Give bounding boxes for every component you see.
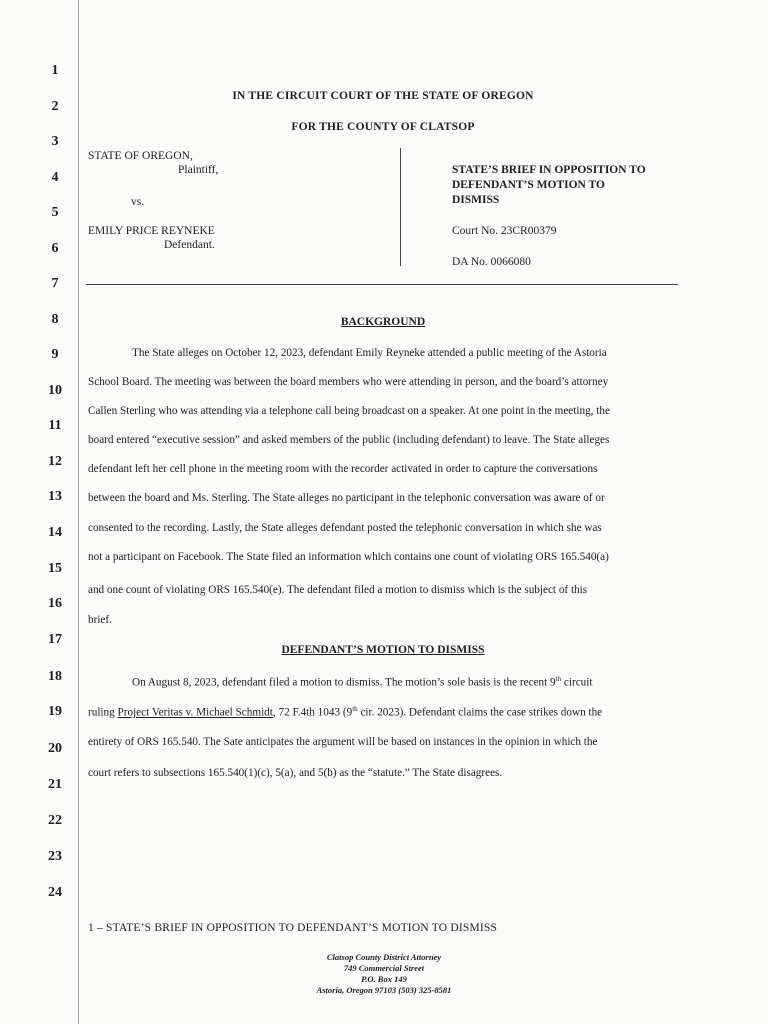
line-number: 6 [51,241,59,256]
body-line: board entered “executive session” and asked members of the public (including defendant) to leave. The State alleges [88,434,610,446]
line-number: 13 [48,489,62,504]
defendant-role: Defendant. [164,239,215,251]
body-line: defendant left her cell phone in the meeting room with the recorder activated in order to capture the conversations [88,463,598,475]
body-line: On August 8, 2023, defendant filed a motion to dismiss. The motion’s sole basis is the recent 9th circuit [132,675,593,689]
body-line: consented to the recording. Lastly, the State alleges defendant posted the telephonic conversation in which she was [88,522,602,534]
document-title-line: DISMISS [452,194,500,206]
versus-label: vs. [131,196,145,208]
body-line: ruling Project Veritas v. Michael Schmidt, 72 F.4th 1043 (9th cir. 2023). Defendant claims the case strikes down the [88,705,603,719]
line-number: 23 [48,849,62,864]
office-city: Astoria, Oregon 97103 (503) 325-8581 [316,985,452,995]
line-number: 21 [48,777,62,792]
document-title-line: STATE’S BRIEF IN OPPOSITION TO [452,164,646,176]
office-pobox: P.O. Box 149 [361,974,407,984]
body-line: The State alleges on October 12, 2023, defendant Emily Reyneke attended a public meeting of the Astoria [132,347,607,359]
line-number: 17 [48,632,62,647]
line-number: 11 [48,418,62,433]
caption-divider [400,148,401,266]
line-number: 9 [51,347,59,362]
line-number: 14 [48,525,62,540]
case-citation: Project Veritas v. Michael Schmidt [117,706,273,719]
caption-rule [86,284,678,285]
line-number: 22 [48,813,62,828]
line-number: 8 [51,312,59,327]
line-number: 5 [51,205,59,220]
da-number: DA No. 0066080 [452,256,531,268]
left-margin-rule [78,0,79,1024]
body-line: entirety of ORS 165.540. The Sate anticipates the argument will be based on instances in the opinion in which the [88,736,598,748]
body-line: brief. [88,614,112,626]
body-line: not a participant on Facebook. The State filed an information which contains one count of violating ORS 165.540(a) [88,551,609,563]
line-number: 20 [48,741,62,756]
office-street: 749 Commercial Street [343,963,425,973]
defendant-name: EMILY PRICE REYNEKE [88,225,215,237]
line-number: 19 [48,704,62,719]
line-number: 16 [48,596,62,611]
line-number: 12 [48,454,62,469]
court-county: FOR THE COUNTY OF CLATSOP [291,121,475,133]
line-number: 24 [48,885,62,900]
line-number: 4 [51,170,59,185]
plaintiff-role: Plaintiff, [178,164,219,176]
line-number: 3 [51,134,59,149]
body-line: and one count of violating ORS 165.540(e). The defendant filed a motion to dismiss which is the subject of this [88,584,588,596]
body-line: School Board. The meeting was between the board members who were attending in person, and the board’s attorney [88,376,609,388]
court-number: Court No. 23CR00379 [452,225,557,237]
line-number: 18 [48,669,62,684]
body-line: Callen Sterling who was attending via a telephone call being broadcast on a speaker. At one point in the meeting, the [88,405,610,417]
plaintiff-name: STATE OF OREGON, [88,150,193,162]
motion-heading: DEFENDANT’S MOTION TO DISMISS [281,644,485,656]
office-name: Clatsop County District Attorney [326,952,442,962]
document-title-line: DEFENDANT’S MOTION TO [452,179,605,191]
line-number: 7 [51,276,59,291]
line-number: 2 [51,99,59,114]
body-line: court refers to subsections 165.540(1)(c), 5(a), and 5(b) as the “statute.” The State disagrees. [88,767,503,779]
page-footer: 1 – STATE’S BRIEF IN OPPOSITION TO DEFENDANT’S MOTION TO DISMISS [88,922,498,934]
body-line: between the board and Ms. Sterling. The State alleges no participant in the telephonic conversation was aware of or [88,492,605,504]
court-title: IN THE CIRCUIT COURT OF THE STATE OF OREGON [232,90,534,102]
background-heading: BACKGROUND [340,316,426,328]
line-number: 1 [51,63,59,78]
line-number: 10 [48,383,62,398]
line-number: 15 [48,561,62,576]
